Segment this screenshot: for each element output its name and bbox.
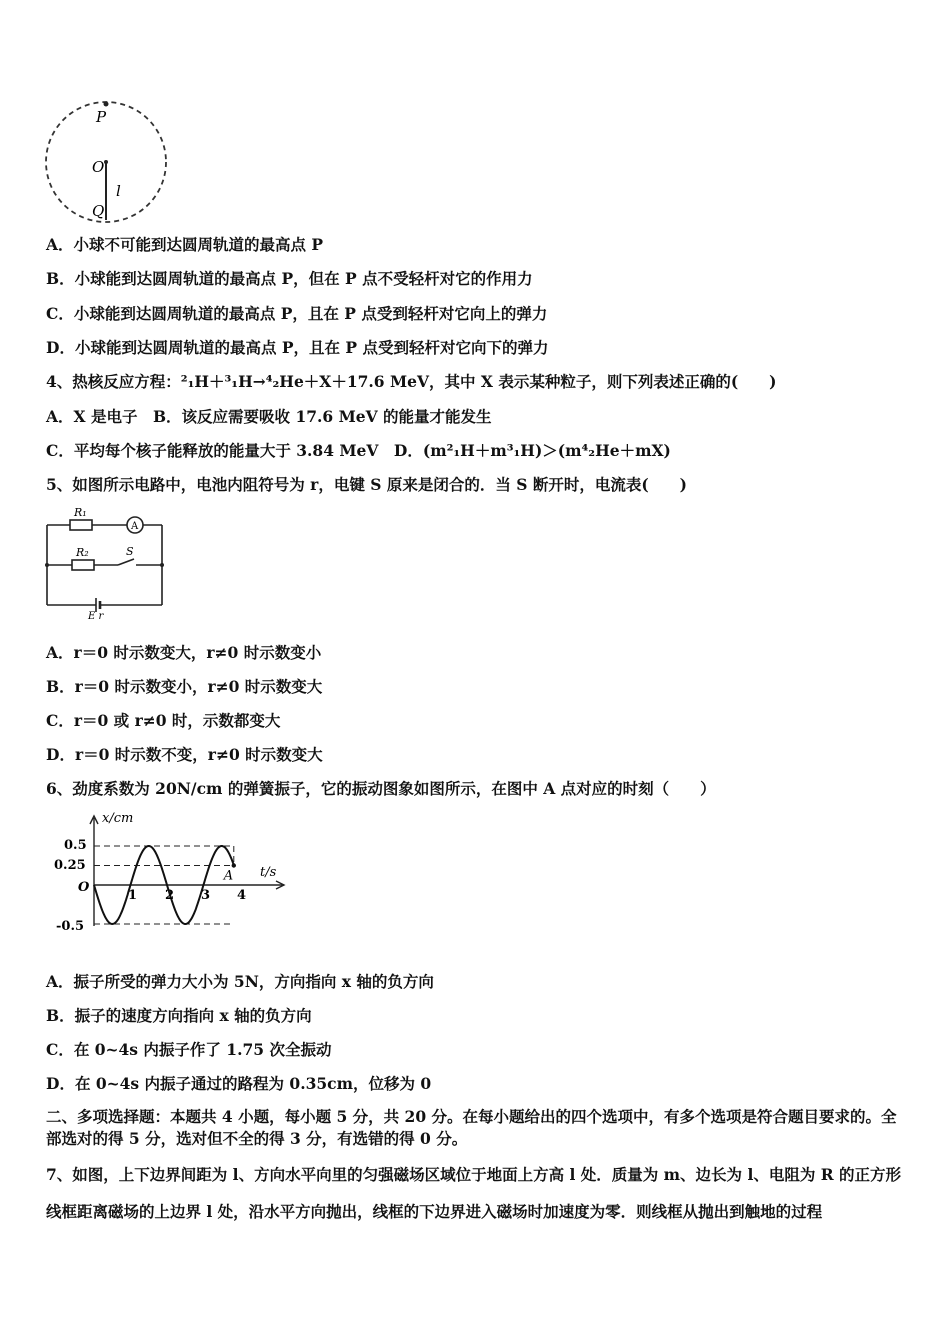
xtick-1: 1 <box>128 888 138 903</box>
label-ammeter: A <box>131 521 139 532</box>
point-a <box>232 863 236 867</box>
resistor-r1 <box>70 520 92 530</box>
q6-stem: 6、劲度系数为 20N/cm 的弹簧振子，它的振动图象如图所示，在图中 A 点对应的时刻（ ） <box>46 779 716 798</box>
resistor-r2 <box>72 560 94 570</box>
q6-option-d[interactable]: D．在 0~4s 内振子通过的路程为 0.35cm，位移为 0 <box>46 1074 432 1093</box>
ylabel: x/cm <box>102 811 134 826</box>
q6-option-b[interactable]: B．振子的速度方向指向 x 轴的负方向 <box>46 1006 312 1025</box>
q5-stem: 5、如图所示电路中，电池内阻符号为 r，电键 S 原来是闭合的．当 S 断开时，电流表( ) <box>46 475 687 494</box>
q6-option-a[interactable]: A．振子所受的弹力大小为 5N，方向指向 x 轴的负方向 <box>46 972 434 991</box>
label-p: P <box>96 108 107 126</box>
q3-option-c[interactable]: C．小球能到达圆周轨道的最高点 P，且在 P 点受到轻杆对它向上的弹力 <box>46 304 548 323</box>
label-r1: R₁ <box>74 506 87 519</box>
label-o: O <box>92 158 105 176</box>
xlabel: t/s <box>260 865 277 880</box>
q3-option-b[interactable]: B．小球能到达圆周轨道的最高点 P，但在 P 点不受轻杆对它的作用力 <box>46 269 533 288</box>
circle-orbit-figure <box>40 100 175 225</box>
label-battery: E r <box>88 611 104 620</box>
xtick-4: 4 <box>237 888 247 903</box>
label-l: l <box>116 182 121 200</box>
section2-heading: 二、多项选择题：本题共 4 小题，每小题 5 分，共 20 分。在每小题给出的四个选项中，有多个选项是符合题目要求的。全部选对的得 5 分，选对但不全的得 3 分，有选错的得 0 分。 <box>46 1107 897 1148</box>
xtick-3: 3 <box>201 888 211 903</box>
q5-option-b[interactable]: B．r＝0 时示数变小，r≠0 时示数变大 <box>46 677 323 696</box>
switch-s <box>118 559 134 565</box>
label-a: A <box>223 868 234 884</box>
q5-option-a[interactable]: A．r＝0 时示数变大，r≠0 时示数变小 <box>46 643 322 662</box>
q3-option-d[interactable]: D．小球能到达圆周轨道的最高点 P，且在 P 点受到轻杆对它向下的弹力 <box>46 338 549 357</box>
q6-option-c[interactable]: C．在 0~4s 内振子作了 1.75 次全振动 <box>46 1040 332 1059</box>
ytick-neg0.5: -0.5 <box>56 919 85 934</box>
vibration-graph <box>44 808 304 938</box>
q7-stem: 7、如图，上下边界间距为 l、方向水平向里的匀强磁场区域位于地面上方高 l 处．质量为 m、边长为 l、电阻为 R 的正方形线框距离磁场的上边界 l 处，沿水平方向抛出，线框的下边界进入磁场时加速度为零．则线框从抛出到触地的过程 <box>46 1165 902 1221</box>
ytick-0.5: 0.5 <box>64 838 87 853</box>
label-r2: R₂ <box>76 546 89 559</box>
circuit-figure <box>42 505 172 620</box>
label-q: Q <box>92 202 105 220</box>
q3-option-a[interactable]: A．小球不可能到达圆周轨道的最高点 P <box>46 235 324 254</box>
ytick-0.25: 0.25 <box>54 858 86 873</box>
q5-option-d[interactable]: D．r＝0 时示数不变，r≠0 时示数变大 <box>46 745 323 764</box>
xtick-2: 2 <box>165 888 175 903</box>
label-s: S <box>126 545 134 558</box>
origin-label: O <box>78 880 90 895</box>
q4-options-ab[interactable]: A．X 是电子 B．该反应需要吸收 17.6 MeV 的能量才能发生 <box>46 407 492 426</box>
q5-option-c[interactable]: C．r＝0 或 r≠0 时，示数都变大 <box>46 711 281 730</box>
q4-stem: 4、热核反应方程：²₁H＋³₁H→⁴₂He＋X＋17.6 MeV，其中 X 表示某种粒子，则下列表述正确的( ) <box>46 372 777 391</box>
q4-options-cd[interactable]: C．平均每个核子能释放的能量大于 3.84 MeV D．(m²₁H＋m³₁H)＞(m⁴₂He＋mX) <box>46 441 671 460</box>
